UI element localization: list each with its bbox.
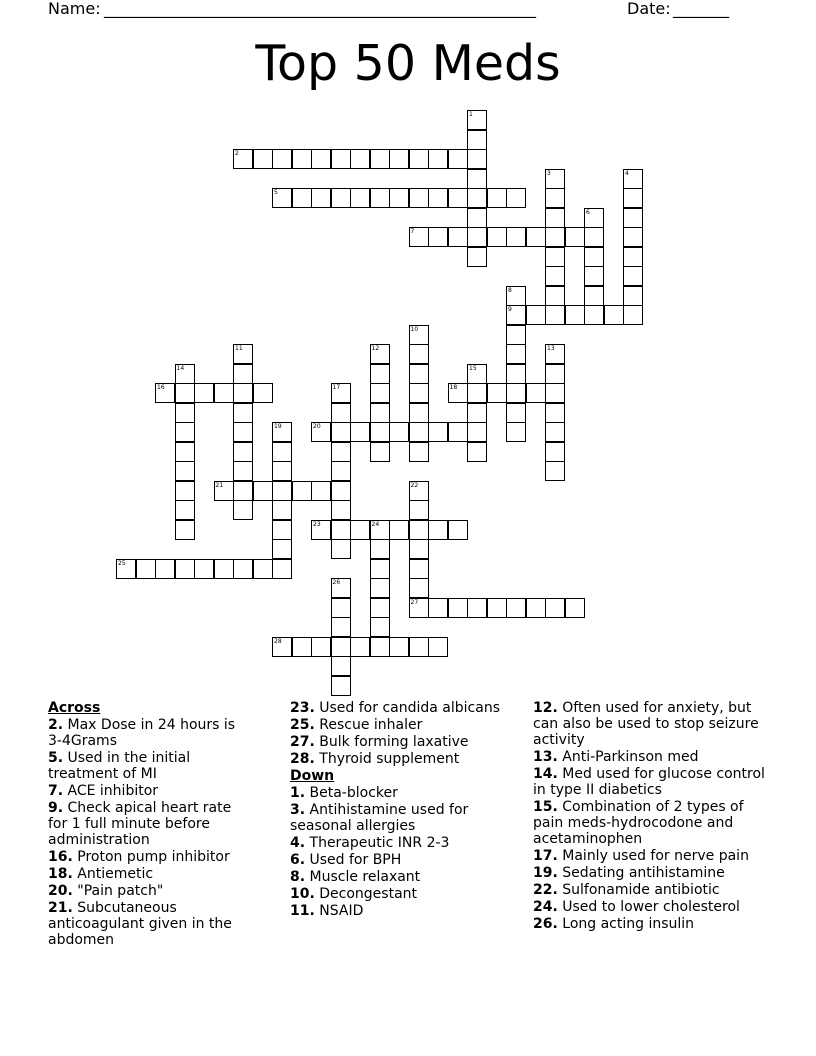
crossword-cell[interactable]	[331, 539, 351, 559]
crossword-cell[interactable]	[623, 188, 643, 208]
crossword-cell[interactable]	[253, 481, 273, 501]
crossword-cell[interactable]	[272, 461, 292, 481]
crossword-cell[interactable]	[545, 247, 565, 267]
crossword-cell[interactable]	[448, 383, 468, 403]
cell-number: 8	[508, 286, 512, 294]
cell-number: 28	[274, 637, 282, 645]
crossword-cell[interactable]	[272, 149, 292, 169]
crossword-cell[interactable]	[370, 364, 390, 384]
clue-across-23: 23. Used for candida albicans	[290, 700, 500, 716]
cell-number: 2	[235, 150, 239, 157]
crossword-cell[interactable]	[545, 383, 565, 403]
crossword-cell[interactable]	[545, 227, 565, 247]
crossword-cell[interactable]	[409, 637, 429, 657]
crossword-cell[interactable]	[350, 637, 370, 657]
crossword-cell[interactable]	[506, 325, 526, 345]
name-field[interactable]: ______________________________________________________	[104, 0, 536, 18]
crossword-cell[interactable]	[506, 305, 526, 325]
crossword-cell[interactable]	[350, 422, 370, 442]
crossword-cell[interactable]	[545, 422, 565, 442]
clue-down-10: 10. Decongestant	[290, 886, 418, 902]
crossword-cell[interactable]	[467, 149, 487, 169]
crossword-cell[interactable]	[584, 227, 604, 247]
crossword-cell[interactable]	[467, 364, 487, 384]
crossword-cell[interactable]	[487, 227, 507, 247]
crossword-cell[interactable]	[448, 227, 468, 247]
crossword-cell[interactable]	[409, 539, 429, 559]
clue-across-7: 7. ACE inhibitor	[48, 783, 159, 799]
crossword-cell[interactable]	[545, 208, 565, 228]
cell-number: 20	[313, 423, 321, 430]
cell-number: 16	[157, 384, 165, 391]
crossword-cell[interactable]	[467, 169, 487, 189]
crossword-cell[interactable]	[623, 208, 643, 228]
crossword-cell[interactable]	[370, 559, 390, 579]
crossword-cell[interactable]	[448, 149, 468, 169]
crossword-cell[interactable]	[331, 422, 351, 442]
crossword-cell[interactable]	[623, 169, 643, 189]
crossword-cell[interactable]	[233, 422, 253, 442]
across-heading: Across	[48, 700, 101, 716]
clue-down-8: 8. Muscle relaxant	[290, 869, 421, 885]
clue-down-4: 4. Therapeutic INR 2-3	[290, 835, 450, 851]
cell-number: 4	[625, 169, 629, 177]
crossword-cell[interactable]	[370, 442, 390, 462]
crossword-cell[interactable]	[448, 598, 468, 618]
crossword-cell[interactable]	[194, 559, 214, 579]
crossword-cell[interactable]	[331, 637, 351, 657]
crossword-cell[interactable]	[409, 383, 429, 403]
down-heading: Down	[290, 768, 335, 784]
crossword-cell[interactable]	[214, 559, 234, 579]
crossword-cell[interactable]	[331, 656, 351, 676]
crossword-cell[interactable]	[350, 188, 370, 208]
crossword-cell[interactable]	[233, 149, 253, 169]
crossword-cell[interactable]	[331, 149, 351, 169]
crossword-cell[interactable]	[506, 364, 526, 384]
crossword-cell[interactable]	[545, 461, 565, 481]
crossword-cell[interactable]	[409, 188, 429, 208]
crossword-cell[interactable]	[584, 247, 604, 267]
crossword-cell[interactable]	[545, 364, 565, 384]
crossword-cell[interactable]	[389, 422, 409, 442]
cell-number: 13	[547, 345, 555, 352]
crossword-cell[interactable]	[409, 149, 429, 169]
crossword-cell[interactable]	[467, 403, 487, 423]
crossword-cell[interactable]	[467, 422, 487, 442]
cell-number: 6	[586, 208, 590, 216]
crossword-cell[interactable]	[428, 188, 448, 208]
crossword-cell[interactable]	[175, 442, 195, 462]
crossword-cell[interactable]	[389, 520, 409, 540]
crossword-cell[interactable]	[545, 188, 565, 208]
crossword-cell[interactable]	[467, 110, 487, 130]
crossword-cell[interactable]	[331, 403, 351, 423]
crossword-cell[interactable]	[233, 344, 253, 364]
crossword-cell[interactable]	[428, 520, 448, 540]
crossword-cell[interactable]	[370, 344, 390, 364]
crossword-cell[interactable]	[175, 383, 195, 403]
crossword-cell[interactable]	[311, 481, 331, 501]
crossword-cell[interactable]	[409, 403, 429, 423]
cell-number: 23	[313, 520, 321, 528]
crossword-cell[interactable]	[233, 559, 253, 579]
crossword-cell[interactable]	[331, 188, 351, 208]
clue-down-13: 13. Anti-Parkinson med	[533, 749, 699, 765]
clue-across-27: 27. Bulk forming laxative	[290, 734, 469, 750]
crossword-cell[interactable]	[545, 305, 565, 325]
cell-number: 12	[371, 345, 380, 352]
crossword-cell[interactable]	[233, 403, 253, 423]
crossword-cell[interactable]	[331, 500, 351, 520]
cell-number: 17	[332, 384, 341, 391]
clue-across-9: 9. Check apical heart rate for 1 full minute before administration	[48, 800, 232, 848]
clue-down-17: 17. Mainly used for nerve pain	[533, 848, 749, 864]
crossword-cell[interactable]	[331, 481, 351, 501]
crossword-cell[interactable]	[233, 481, 253, 501]
crossword-cell[interactable]	[545, 403, 565, 423]
crossword-cell[interactable]	[623, 227, 643, 247]
crossword-cell[interactable]	[409, 520, 429, 540]
clue-column-2	[290, 700, 515, 920]
crossword-cell[interactable]	[292, 188, 312, 208]
crossword-cell[interactable]	[311, 149, 331, 169]
cell-number: 10	[410, 325, 419, 333]
crossword-cell[interactable]	[370, 422, 390, 442]
crossword-cell[interactable]	[409, 578, 429, 598]
crossword-cell[interactable]	[350, 149, 370, 169]
crossword-cell[interactable]	[565, 305, 585, 325]
crossword-cell[interactable]	[506, 422, 526, 442]
crossword-cell[interactable]	[487, 598, 507, 618]
crossword-cell[interactable]	[331, 598, 351, 618]
cell-number: 5	[274, 189, 278, 196]
crossword-cell[interactable]	[448, 188, 468, 208]
crossword-cell[interactable]	[467, 130, 487, 150]
clue-down-24: 24. Used to lower cholesterol	[533, 899, 740, 915]
crossword-cell[interactable]	[467, 227, 487, 247]
crossword-cell[interactable]	[175, 461, 195, 481]
crossword-cell[interactable]	[506, 403, 526, 423]
crossword-cell[interactable]	[272, 500, 292, 520]
clue-across-28: 28. Thyroid supplement	[290, 751, 460, 767]
clue-column-1	[48, 700, 248, 949]
crossword-cell[interactable]	[467, 442, 487, 462]
clue-down-26: 26. Long acting insulin	[533, 916, 695, 932]
crossword-cell[interactable]	[409, 481, 429, 501]
clue-down-15: 15. Combination of 2 types of pain meds-hydrocodone and acetaminophen	[533, 799, 744, 847]
clue-down-22: 22. Sulfonamide antibiotic	[533, 882, 720, 898]
crossword-cell[interactable]	[409, 364, 429, 384]
crossword-cell[interactable]	[545, 344, 565, 364]
crossword-cell[interactable]	[292, 637, 312, 657]
header	[0, 0, 816, 22]
crossword-cell[interactable]	[292, 149, 312, 169]
cell-number: 11	[235, 345, 243, 352]
crossword-cell[interactable]	[506, 383, 526, 403]
crossword-cell[interactable]	[506, 227, 526, 247]
crossword-cell[interactable]	[448, 422, 468, 442]
crossword-cell[interactable]	[409, 344, 429, 364]
cell-number: 18	[449, 384, 458, 391]
cell-number: 24	[371, 520, 380, 528]
crossword-cell[interactable]	[175, 422, 195, 442]
clue-down-6: 6. Used for BPH	[290, 852, 402, 868]
cell-number: 9	[508, 306, 512, 313]
crossword-cell[interactable]	[409, 559, 429, 579]
cell-number: 3	[547, 169, 551, 177]
clue-across-16: 16. Proton pump inhibitor	[48, 849, 230, 865]
crossword-cell[interactable]	[428, 598, 448, 618]
clue-across-18: 18. Antiemetic	[48, 866, 154, 882]
crossword-cell[interactable]	[389, 637, 409, 657]
crossword-cell[interactable]	[272, 539, 292, 559]
clue-across-20: 20. "Pain patch"	[48, 883, 164, 899]
clue-down-19: 19. Sedating antihistamine	[533, 865, 725, 881]
clue-down-1: 1. Beta-blocker	[290, 785, 398, 801]
crossword-cell[interactable]	[623, 286, 643, 306]
clue-across-21: 21. Subcutaneous anticoagulant given in the abdomen	[48, 900, 232, 948]
crossword-cell[interactable]	[389, 188, 409, 208]
crossword-cell[interactable]	[233, 383, 253, 403]
crossword-cell[interactable]	[545, 169, 565, 189]
crossword-cell[interactable]	[487, 383, 507, 403]
crossword-cell[interactable]	[584, 305, 604, 325]
crossword-cell[interactable]	[467, 383, 487, 403]
crossword-cell[interactable]	[623, 305, 643, 325]
crossword-cell[interactable]	[506, 344, 526, 364]
crossword-cell[interactable]	[526, 227, 546, 247]
crossword-cell[interactable]	[175, 520, 195, 540]
clue-down-3: 3. Antihistamine used for seasonal allergies	[290, 802, 469, 834]
crossword-cell[interactable]	[233, 500, 253, 520]
crossword-cell[interactable]	[214, 383, 234, 403]
crossword-cell[interactable]	[409, 442, 429, 462]
crossword-cell[interactable]	[370, 520, 390, 540]
crossword-cell[interactable]	[155, 383, 175, 403]
crossword-cell[interactable]	[389, 149, 409, 169]
crossword-cell[interactable]	[272, 481, 292, 501]
crossword-cell[interactable]	[623, 266, 643, 286]
crossword-cell[interactable]	[409, 598, 429, 618]
crossword-cell[interactable]	[487, 188, 507, 208]
crossword-cell[interactable]	[311, 520, 331, 540]
clue-across-5: 5. Used in the initial treatment of MI	[48, 750, 191, 782]
cell-number: 22	[410, 481, 419, 489]
crossword-cell[interactable]	[409, 227, 429, 247]
page-title: Top 50 Meds	[255, 35, 561, 92]
crossword-cell[interactable]	[233, 364, 253, 384]
crossword-cell[interactable]	[604, 305, 624, 325]
clue-across-2: 2. Max Dose in 24 hours is 3-4Grams	[48, 717, 236, 749]
crossword-cell[interactable]	[292, 481, 312, 501]
crossword-cell[interactable]	[584, 266, 604, 286]
crossword-cell[interactable]	[311, 188, 331, 208]
crossword-cell[interactable]	[409, 325, 429, 345]
crossword-cell[interactable]	[545, 442, 565, 462]
crossword-cell[interactable]	[253, 149, 273, 169]
cell-number: 19	[274, 423, 282, 430]
clue-down-12: 12. Often used for anxiety, but can also be used to stop seizure activity	[533, 700, 759, 748]
crossword-cell[interactable]	[331, 617, 351, 637]
crossword-cell[interactable]	[506, 286, 526, 306]
crossword-cell[interactable]	[272, 520, 292, 540]
crossword-cell[interactable]	[506, 598, 526, 618]
cell-number: 1	[469, 111, 473, 118]
crossword-cell[interactable]	[272, 637, 292, 657]
cell-number: 7	[410, 228, 415, 235]
crossword-cell[interactable]	[467, 188, 487, 208]
crossword-cell[interactable]	[370, 637, 390, 657]
crossword-cell[interactable]	[565, 227, 585, 247]
crossword-cell[interactable]	[545, 598, 565, 618]
crossword-cell[interactable]	[272, 422, 292, 442]
crossword-cell[interactable]	[506, 188, 526, 208]
crossword-cell[interactable]	[370, 188, 390, 208]
crossword-cell[interactable]	[428, 637, 448, 657]
clue-column-3	[533, 700, 773, 933]
crossword-cell[interactable]	[155, 559, 175, 579]
crossword-cell[interactable]	[623, 247, 643, 267]
crossword-cell[interactable]	[331, 520, 351, 540]
crossword-cell[interactable]	[545, 266, 565, 286]
crossword-cell[interactable]	[526, 383, 546, 403]
crossword-cell[interactable]	[428, 227, 448, 247]
crossword-cell[interactable]	[370, 383, 390, 403]
clue-across-25: 25. Rescue inhaler	[290, 717, 423, 733]
clue-down-14: 14. Med used for glucose control in type II diabetics	[533, 766, 765, 798]
crossword-cell[interactable]	[272, 442, 292, 462]
crossword-cell[interactable]	[272, 188, 292, 208]
crossword-cell[interactable]	[370, 149, 390, 169]
crossword-cell[interactable]	[467, 247, 487, 267]
crossword-cell[interactable]	[370, 403, 390, 423]
crossword-cell[interactable]	[272, 559, 292, 579]
crossword-cell[interactable]	[331, 383, 351, 403]
crossword-cell[interactable]	[370, 539, 390, 559]
crossword-cell[interactable]	[331, 461, 351, 481]
crossword-cell[interactable]	[370, 598, 390, 618]
crossword-cell[interactable]	[370, 578, 390, 598]
crossword-cell[interactable]	[233, 442, 253, 462]
crossword-cell[interactable]	[175, 500, 195, 520]
crossword-cell[interactable]	[428, 149, 448, 169]
crossword-cell[interactable]	[467, 598, 487, 618]
crossword-cell[interactable]	[331, 442, 351, 462]
crossword-cell[interactable]	[370, 617, 390, 637]
crossword-cell[interactable]	[136, 559, 156, 579]
cell-number: 25	[118, 559, 126, 567]
name-label: Name:	[48, 0, 101, 18]
crossword-cell[interactable]	[253, 559, 273, 579]
crossword-cell[interactable]	[253, 383, 273, 403]
crossword-cell[interactable]	[526, 598, 546, 618]
crossword-cell[interactable]	[467, 208, 487, 228]
crossword-cell[interactable]	[448, 520, 468, 540]
crossword-cell[interactable]	[214, 481, 234, 501]
cell-number: 21	[215, 481, 224, 489]
crossword-cell[interactable]	[175, 559, 195, 579]
crossword-cell[interactable]	[331, 676, 351, 696]
crossword-cell[interactable]	[311, 422, 331, 442]
cell-number: 15	[469, 364, 477, 372]
crossword-cell[interactable]	[428, 422, 448, 442]
crossword-cell[interactable]	[175, 364, 195, 384]
crossword-cell[interactable]	[545, 286, 565, 306]
crossword-cell[interactable]	[584, 208, 604, 228]
crossword-cell[interactable]	[175, 403, 195, 423]
crossword-cell[interactable]	[175, 481, 195, 501]
clue-down-11: 11. NSAID	[290, 903, 364, 919]
cell-number: 26	[332, 579, 341, 586]
crossword-cell[interactable]	[331, 578, 351, 598]
crossword-cell[interactable]	[565, 598, 585, 618]
crossword-cell[interactable]	[350, 520, 370, 540]
crossword-cell[interactable]	[233, 461, 253, 481]
date-field[interactable]: _______	[673, 0, 729, 18]
cell-number: 14	[176, 364, 185, 372]
crossword-cell[interactable]	[311, 637, 331, 657]
crossword-cell[interactable]	[194, 383, 214, 403]
crossword-cell[interactable]	[116, 559, 136, 579]
crossword-cell[interactable]	[526, 305, 546, 325]
crossword-cell[interactable]	[409, 422, 429, 442]
date-label: Date:	[627, 0, 671, 18]
crossword-cell[interactable]	[584, 286, 604, 306]
crossword-cell[interactable]	[409, 500, 429, 520]
cell-number: 27	[410, 598, 419, 606]
